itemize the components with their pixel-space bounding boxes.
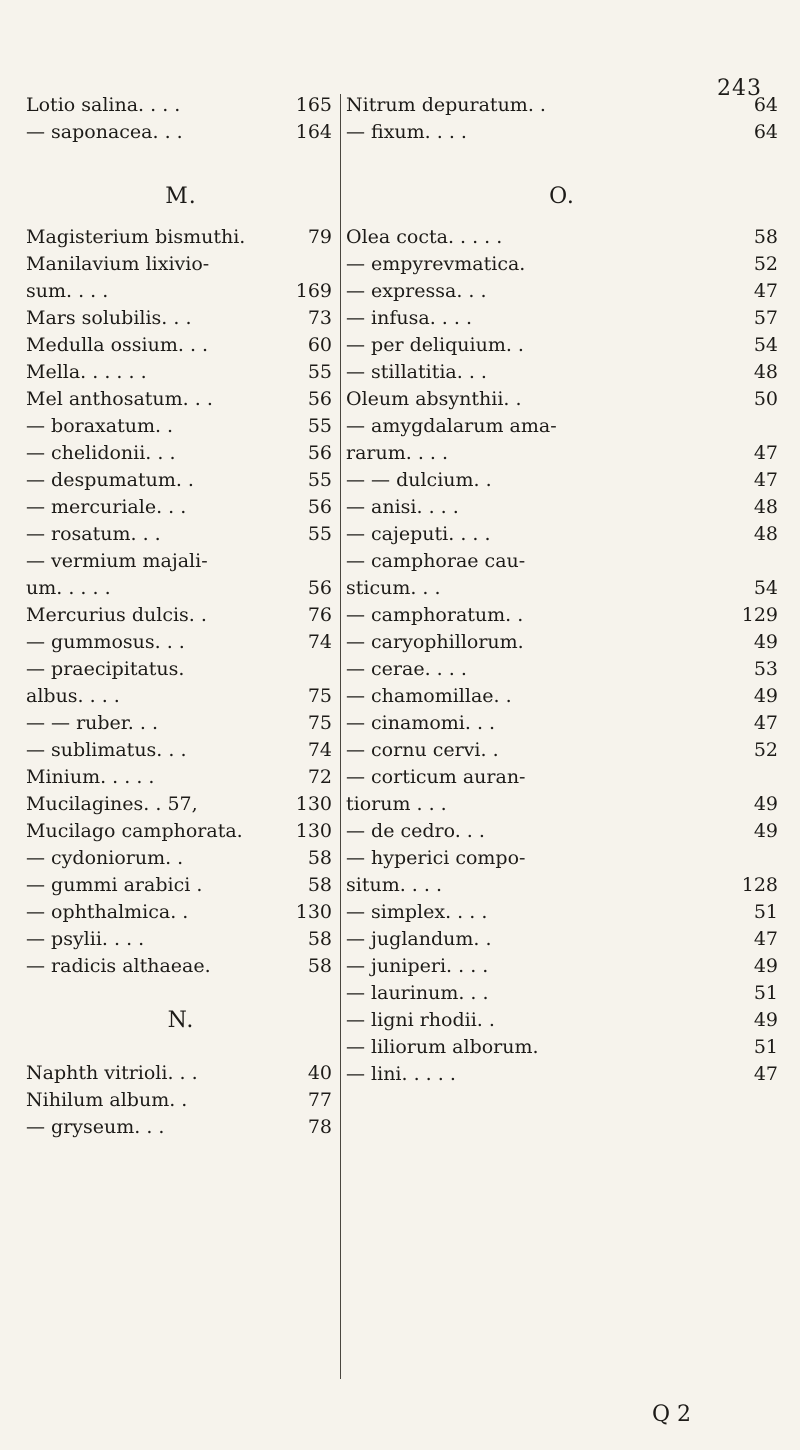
index-entry: [26, 575, 336, 602]
right-top-entries: [346, 92, 778, 146]
entry-term: — juniperi. . . .: [346, 955, 489, 977]
index-entry: [346, 359, 778, 386]
index-entry: [26, 656, 336, 683]
index-entry: [346, 845, 778, 872]
entry-term: situm. . . .: [346, 874, 442, 896]
entry-page: 47: [753, 280, 778, 302]
entry-page: 164: [295, 121, 332, 143]
index-entry: [26, 791, 336, 818]
index-entry: [346, 224, 778, 251]
entry-term: Mel anthosatum. . .: [26, 388, 213, 410]
entry-page: 40: [307, 1062, 332, 1084]
index-entry: [346, 791, 778, 818]
index-entry: [346, 305, 778, 332]
entry-term: — amygdalarum ama-: [346, 415, 557, 437]
entry-term: — ophthalmica. .: [26, 901, 189, 923]
index-entry: [346, 629, 778, 656]
entry-page: 53: [753, 658, 778, 680]
column-divider: [340, 94, 341, 1379]
index-entry: [26, 1114, 336, 1141]
entry-term: — radicis althaeae.: [26, 955, 211, 977]
entry-page: 49: [753, 955, 778, 977]
section-letter-m: M.: [165, 184, 197, 209]
entry-term: — — ruber. . .: [26, 712, 158, 734]
index-entry: [26, 386, 336, 413]
index-entry: [346, 737, 778, 764]
index-entry: [26, 92, 336, 119]
entry-page: 48: [753, 361, 778, 383]
entry-page: 64: [753, 121, 778, 143]
index-entry: [26, 1060, 336, 1087]
entry-page: 49: [753, 685, 778, 707]
left-n-entries: [26, 1060, 336, 1141]
entry-page: 60: [307, 334, 332, 356]
index-entry: [346, 602, 778, 629]
index-entry: [346, 899, 778, 926]
right-column: [346, 92, 778, 1088]
entry-term: Medulla ossium. . .: [26, 334, 209, 356]
entry-page: 64: [753, 94, 778, 116]
entry-term: um. . . . .: [26, 577, 111, 599]
entry-page: 51: [753, 982, 778, 1004]
entry-term: — juglandum. .: [346, 928, 492, 950]
entry-page: 47: [753, 469, 778, 491]
index-entry: [346, 980, 778, 1007]
index-entry: [346, 92, 778, 119]
entry-term: Mucilagines. . 57,: [26, 793, 198, 815]
index-entry: [26, 683, 336, 710]
entry-page: 50: [753, 388, 778, 410]
index-entry: [346, 251, 778, 278]
entry-term: — gryseum. . .: [26, 1116, 165, 1138]
entry-term: Mucilago camphorata.: [26, 820, 243, 842]
entry-page: 165: [295, 94, 332, 116]
index-entry: [346, 119, 778, 146]
entry-page: 58: [307, 847, 332, 869]
left-column: [26, 92, 336, 1141]
entry-page: 58: [307, 874, 332, 896]
entry-term: — caryophillorum.: [346, 631, 524, 653]
left-m-entries: [26, 224, 336, 980]
entry-page: 77: [307, 1089, 332, 1111]
entry-term: — chelidonii. . .: [26, 442, 176, 464]
index-entry: [346, 683, 778, 710]
entry-page: 74: [307, 739, 332, 761]
entry-term: tiorum . . .: [346, 793, 447, 815]
entry-term: — corticum auran-: [346, 766, 526, 788]
entry-term: — fixum. . . .: [346, 121, 467, 143]
index-entry: [346, 278, 778, 305]
index-entry: [26, 494, 336, 521]
entry-term: — saponacea. . .: [26, 121, 183, 143]
entry-page: 56: [307, 496, 332, 518]
entry-term: — per deliquium. .: [346, 334, 524, 356]
entry-term: Lotio salina. . . .: [26, 94, 181, 116]
entry-page: 55: [307, 523, 332, 545]
index-entry: [26, 467, 336, 494]
entry-term: — gummi arabici .: [26, 874, 203, 896]
entry-term: — ligni rhodii. .: [346, 1009, 495, 1031]
entry-term: — cerae. . . .: [346, 658, 467, 680]
entry-term: Naphth vitrioli. . .: [26, 1062, 198, 1084]
entry-term: — liliorum alborum.: [346, 1036, 539, 1058]
entry-page: 57: [753, 307, 778, 329]
entry-page: 75: [307, 685, 332, 707]
entry-term: — — dulcium. .: [346, 469, 492, 491]
entry-term: — cornu cervi. .: [346, 739, 499, 761]
entry-term: sticum. . .: [346, 577, 441, 599]
index-entry: [26, 710, 336, 737]
index-entry: [346, 872, 778, 899]
index-entry: [346, 494, 778, 521]
entry-term: Mella. . . . . .: [26, 361, 147, 383]
index-entry: [26, 305, 336, 332]
entry-page: 49: [753, 1009, 778, 1031]
index-entry: [26, 629, 336, 656]
index-entry: [26, 548, 336, 575]
index-entry: [26, 332, 336, 359]
entry-page: 74: [307, 631, 332, 653]
index-entry: [26, 845, 336, 872]
entry-page: 54: [753, 334, 778, 356]
entry-term: — despumatum. .: [26, 469, 194, 491]
entry-page: 58: [307, 928, 332, 950]
index-entry: [26, 764, 336, 791]
index-entry: [26, 818, 336, 845]
index-entry: [346, 521, 778, 548]
index-entry: [26, 278, 336, 305]
entry-term: Nihilum album. .: [26, 1089, 188, 1111]
entry-term: Mars solubilis. . .: [26, 307, 192, 329]
entry-term: — cydoniorum. .: [26, 847, 184, 869]
entry-term: Magisterium bismuthi.: [26, 226, 246, 248]
index-entry: [26, 1087, 336, 1114]
index-entry: [346, 440, 778, 467]
index-entry: [26, 872, 336, 899]
index-entry: [346, 386, 778, 413]
index-entry: [26, 926, 336, 953]
entry-term: Mercurius dulcis. .: [26, 604, 207, 626]
entry-page: 130: [295, 820, 332, 842]
entry-page: 49: [753, 793, 778, 815]
index-entry: [26, 899, 336, 926]
index-entry: [346, 548, 778, 575]
index-entry: [26, 602, 336, 629]
entry-term: — camphorae cau-: [346, 550, 526, 572]
entry-term: — mercuriale. . .: [26, 496, 187, 518]
entry-term: rarum. . . .: [346, 442, 449, 464]
entry-term: Olea cocta. . . . .: [346, 226, 503, 248]
entry-page: 48: [753, 496, 778, 518]
index-entry: [346, 926, 778, 953]
entry-page: 56: [307, 388, 332, 410]
entry-page: 51: [753, 901, 778, 923]
index-entry: [346, 656, 778, 683]
index-entry: [26, 119, 336, 146]
index-entry: [346, 413, 778, 440]
signature-mark: Q 2: [652, 1402, 692, 1427]
entry-page: 47: [753, 1063, 778, 1085]
entry-term: Manilavium lixivio-: [26, 253, 210, 275]
entry-page: 78: [307, 1116, 332, 1138]
entry-term: — anisi. . . .: [346, 496, 459, 518]
entry-page: 55: [307, 469, 332, 491]
entry-term: — lini. . . . .: [346, 1063, 456, 1085]
index-entry: [346, 764, 778, 791]
index-entry: [346, 467, 778, 494]
entry-page: 58: [753, 226, 778, 248]
entry-page: 49: [753, 820, 778, 842]
entry-term: — rosatum. . .: [26, 523, 161, 545]
entry-term: — cinamomi. . .: [346, 712, 496, 734]
entry-page: 52: [753, 739, 778, 761]
entry-page: 47: [753, 928, 778, 950]
entry-term: — psylii. . . .: [26, 928, 145, 950]
index-entry: [26, 953, 336, 980]
entry-page: 129: [741, 604, 778, 626]
index-entry: [346, 953, 778, 980]
index-entry: [346, 1007, 778, 1034]
entry-page: 55: [307, 361, 332, 383]
entry-term: — camphoratum. .: [346, 604, 524, 626]
entry-term: — hyperici compo-: [346, 847, 526, 869]
entry-page: 47: [753, 712, 778, 734]
entry-page: 76: [307, 604, 332, 626]
entry-term: — expressa. . .: [346, 280, 487, 302]
entry-term: Minium. . . . .: [26, 766, 155, 788]
index-entry: [26, 359, 336, 386]
entry-page: 55: [307, 415, 332, 437]
index-entry: [26, 224, 336, 251]
entry-term: Nitrum depuratum. .: [346, 94, 546, 116]
index-entry: [346, 710, 778, 737]
entry-page: 54: [753, 577, 778, 599]
entry-page: 130: [295, 793, 332, 815]
index-entry: [26, 251, 336, 278]
index-entry: [26, 521, 336, 548]
index-entry: [26, 737, 336, 764]
entry-page: 51: [753, 1036, 778, 1058]
entry-term: — cajeputi. . . .: [346, 523, 491, 545]
entry-term: — sublimatus. . .: [26, 739, 187, 761]
index-entry: [26, 440, 336, 467]
entry-page: 128: [741, 874, 778, 896]
entry-page: 79: [307, 226, 332, 248]
entry-term: — stillatitia. . .: [346, 361, 487, 383]
right-o-entries: [346, 224, 778, 1088]
page-number: 243: [717, 76, 762, 101]
entry-page: 72: [307, 766, 332, 788]
entry-page: 58: [307, 955, 332, 977]
entry-page: 48: [753, 523, 778, 545]
entry-term: Oleum absynthii. .: [346, 388, 522, 410]
entry-term: sum. . . .: [26, 280, 109, 302]
index-entry: [346, 575, 778, 602]
entry-term: — chamomillae. .: [346, 685, 512, 707]
section-letter-o: O.: [549, 184, 575, 209]
entry-page: 52: [753, 253, 778, 275]
entry-term: — vermium majali-: [26, 550, 208, 572]
entry-term: albus. . . .: [26, 685, 120, 707]
index-entry: [346, 332, 778, 359]
index-entry: [26, 413, 336, 440]
entry-page: 49: [753, 631, 778, 653]
entry-term: — praecipitatus.: [26, 658, 185, 680]
index-entry: [346, 1061, 778, 1088]
entry-term: — infusa. . . .: [346, 307, 472, 329]
index-entry: [346, 1034, 778, 1061]
entry-term: — empyrevmatica.: [346, 253, 526, 275]
entry-page: 130: [295, 901, 332, 923]
entry-term: — gummosus. . .: [26, 631, 185, 653]
entry-page: 56: [307, 442, 332, 464]
entry-page: 169: [295, 280, 332, 302]
entry-term: — de cedro. . .: [346, 820, 485, 842]
entry-term: — laurinum. . .: [346, 982, 489, 1004]
index-entry: [346, 818, 778, 845]
entry-page: 73: [307, 307, 332, 329]
section-letter-n: N.: [167, 1008, 195, 1033]
entry-term: — boraxatum. .: [26, 415, 174, 437]
entry-term: — simplex. . . .: [346, 901, 488, 923]
left-top-entries: [26, 92, 336, 146]
entry-page: 47: [753, 442, 778, 464]
entry-page: 56: [307, 577, 332, 599]
entry-page: 75: [307, 712, 332, 734]
